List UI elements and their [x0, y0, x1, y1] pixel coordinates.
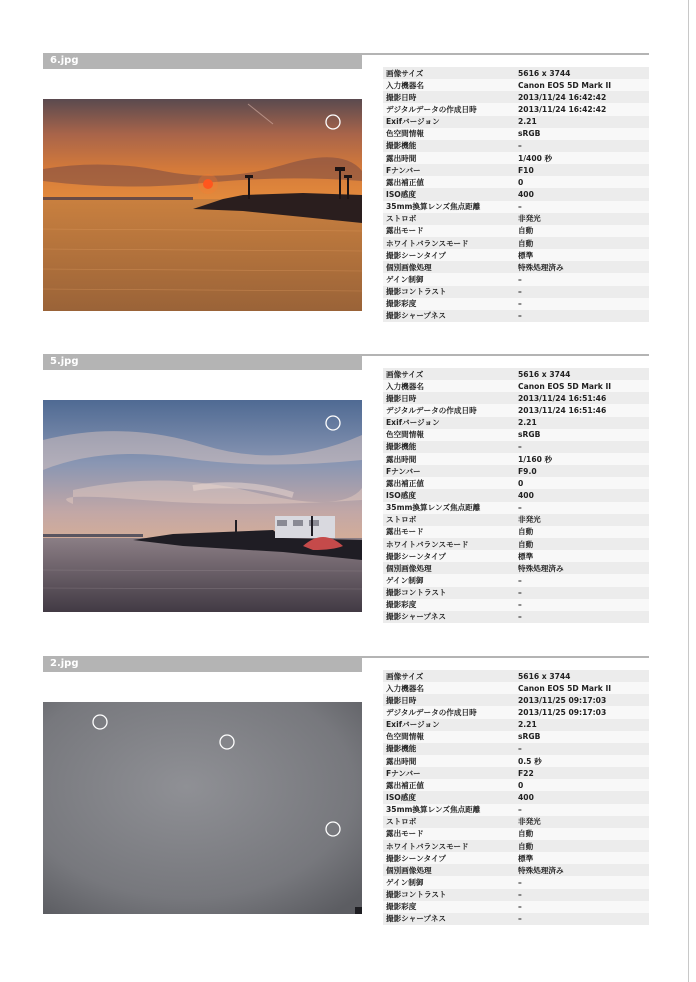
exif-value: 400: [518, 792, 534, 802]
exif-label: ISO感度: [386, 792, 416, 802]
table-row: [383, 767, 649, 779]
table-row: [383, 889, 649, 901]
exif-value: –: [518, 575, 522, 585]
exif-label: 色空間情報: [386, 129, 424, 139]
exif-label: 入力機器名: [386, 381, 424, 391]
exif-value: 自動: [518, 841, 534, 851]
table-row: [383, 706, 649, 718]
exif-label: デジタルデータの作成日時: [386, 405, 477, 415]
exif-label: ストロボ: [386, 214, 417, 224]
table-row: [383, 116, 649, 128]
table-row: [383, 502, 649, 514]
table-row: [383, 103, 649, 115]
table-row: [383, 152, 649, 164]
exif-value: –: [518, 877, 522, 887]
exif-value: –: [518, 503, 522, 513]
exif-value: 5616 x 3744: [518, 369, 571, 379]
exif-value: 400: [518, 490, 534, 500]
exif-value: 非発光: [518, 817, 541, 827]
exif-table: [383, 67, 649, 322]
exif-value: 特殊処理済み: [518, 262, 564, 272]
exif-label: Exifバージョン: [386, 117, 440, 127]
exif-label: ゲイン制御: [386, 575, 424, 585]
table-row: [383, 67, 649, 79]
exif-label: ストロボ: [386, 817, 417, 827]
table-row: [383, 213, 649, 225]
exif-value: 自動: [518, 238, 534, 248]
exif-value: sRGB: [518, 732, 541, 742]
exif-label: ゲイン制御: [386, 274, 424, 284]
table-row: [383, 852, 649, 864]
table-row: [383, 682, 649, 694]
exif-value: 自動: [518, 527, 534, 537]
photo-dusk-thumbnail[interactable]: [43, 400, 362, 612]
exif-label: 個別画像処理: [386, 865, 432, 875]
table-row: [383, 429, 649, 441]
table-row: [383, 611, 649, 623]
exif-label: 35mm換算レンズ焦点距離: [386, 202, 481, 212]
exif-value: 2.21: [518, 720, 537, 730]
exif-label: 撮影コントラスト: [386, 588, 447, 598]
exif-label: 露出補正値: [386, 478, 424, 488]
exif-label: 露出補正値: [386, 177, 424, 187]
exif-value: –: [518, 299, 522, 309]
exif-label: 撮影日時: [386, 92, 417, 102]
exif-value: –: [518, 287, 522, 297]
table-row: [383, 404, 649, 416]
exif-label: 35mm換算レンズ焦点距離: [386, 503, 481, 513]
exif-value: –: [518, 588, 522, 598]
exif-label: デジタルデータの作成日時: [386, 104, 477, 114]
exif-label: ISO感度: [386, 189, 416, 199]
exif-label: 露出時間: [386, 756, 417, 766]
exif-label: 撮影機能: [386, 141, 417, 151]
exif-value: –: [518, 442, 522, 452]
table-row: [383, 128, 649, 140]
exif-value: –: [518, 600, 522, 610]
table-row: [383, 91, 649, 103]
exif-value: –: [518, 141, 522, 151]
exif-value: 標準: [518, 250, 534, 260]
table-row: [383, 840, 649, 852]
exif-value: 0: [518, 177, 524, 187]
table-row: [383, 380, 649, 392]
table-row: [383, 453, 649, 465]
exif-value: –: [518, 890, 522, 900]
exif-label: 個別画像処理: [386, 262, 432, 272]
exif-value: 5616 x 3744: [518, 68, 571, 78]
exif-value: F22: [518, 768, 534, 778]
exif-label: ホワイトバランスモード: [386, 841, 469, 851]
table-row: [383, 538, 649, 550]
table-row: [383, 201, 649, 213]
table-row: [383, 441, 649, 453]
exif-label: 撮影日時: [386, 695, 417, 705]
table-row: [383, 791, 649, 803]
exif-value: –: [518, 311, 522, 321]
section-rule: [362, 656, 649, 658]
exif-value: 2.21: [518, 418, 537, 428]
table-row: [383, 876, 649, 888]
exif-label: 撮影彩度: [386, 299, 417, 309]
photo-section-1: [0, 53, 696, 343]
exif-label: 撮影シャープネス: [386, 612, 446, 622]
exif-label: 画像サイズ: [386, 369, 424, 379]
table-row: [383, 261, 649, 273]
exif-label: 露出モード: [386, 226, 424, 236]
table-row: [383, 550, 649, 562]
exif-value: sRGB: [518, 129, 541, 139]
table-row: [383, 694, 649, 706]
dusk-image: [43, 400, 362, 612]
exif-label: 35mm換算レンズ焦点距離: [386, 805, 481, 815]
table-row: [383, 514, 649, 526]
exif-value: Canon EOS 5D Mark II: [518, 381, 612, 391]
exif-label: 撮影コントラスト: [386, 287, 447, 297]
exif-value: 1/400 秒: [518, 153, 553, 163]
exif-value: 自動: [518, 539, 534, 549]
table-row: [383, 574, 649, 586]
section-title: 6.jpg: [43, 53, 362, 69]
exif-label: 露出時間: [386, 454, 417, 464]
exif-value: 0.5 秒: [518, 756, 542, 766]
exif-value: 特殊処理済み: [518, 865, 564, 875]
exif-label: ストロボ: [386, 515, 417, 525]
exif-value: 2.21: [518, 117, 537, 127]
exif-value: 2013/11/24 16:51:46: [518, 393, 607, 403]
exif-label: 撮影コントラスト: [386, 890, 447, 900]
exif-label: ISO感度: [386, 490, 416, 500]
exif-label: 入力機器名: [386, 80, 424, 90]
exif-value: 自動: [518, 226, 534, 236]
exif-label: デジタルデータの作成日時: [386, 707, 477, 717]
exif-label: 色空間情報: [386, 430, 424, 440]
exif-label: ゲイン制御: [386, 877, 424, 887]
table-row: [383, 188, 649, 200]
exif-value: F10: [518, 165, 534, 175]
exif-value: Canon EOS 5D Mark II: [518, 683, 612, 693]
section-title: 2.jpg: [43, 656, 362, 672]
exif-label: 色空間情報: [386, 732, 424, 742]
exif-label: 露出モード: [386, 829, 424, 839]
table-row: [383, 465, 649, 477]
table-row: [383, 901, 649, 913]
exif-table: [383, 670, 649, 925]
exif-label: 入力機器名: [386, 683, 424, 693]
exif-value: –: [518, 914, 522, 924]
exif-label: ホワイトバランスモード: [386, 238, 469, 248]
table-row: [383, 164, 649, 176]
exif-value: 400: [518, 189, 534, 199]
exif-label: 個別画像処理: [386, 563, 432, 573]
exif-label: 撮影日時: [386, 393, 417, 403]
table-row: [383, 237, 649, 249]
exif-label: 撮影彩度: [386, 600, 417, 610]
table-row: [383, 526, 649, 538]
table-row: [383, 249, 649, 261]
exif-label: Fナンバー: [386, 768, 421, 778]
exif-label: Exifバージョン: [386, 720, 440, 730]
exif-value: 非発光: [518, 214, 541, 224]
exif-value: 標準: [518, 853, 534, 863]
exif-value: 0: [518, 780, 524, 790]
exif-label: 撮影機能: [386, 442, 417, 452]
section-rule: [362, 53, 649, 55]
table-row: [383, 273, 649, 285]
exif-value: Canon EOS 5D Mark II: [518, 80, 612, 90]
exif-value: F9.0: [518, 466, 537, 476]
exif-label: 露出モード: [386, 527, 424, 537]
table-row: [383, 79, 649, 91]
exif-value: 2013/11/25 09:17:03: [518, 695, 607, 705]
exif-label: 撮影シャープネス: [386, 914, 446, 924]
table-row: [383, 755, 649, 767]
table-row: [383, 368, 649, 380]
exif-value: 2013/11/24 16:42:42: [518, 104, 607, 114]
exif-label: 撮影シーンタイプ: [386, 551, 446, 561]
table-row: [383, 417, 649, 429]
exif-label: Fナンバー: [386, 165, 421, 175]
exif-label: 撮影シャープネス: [386, 311, 446, 321]
table-row: [383, 140, 649, 152]
exif-label: 画像サイズ: [386, 671, 424, 681]
table-row: [383, 719, 649, 731]
section-title: 5.jpg: [43, 354, 362, 370]
exif-value: 標準: [518, 551, 534, 561]
exif-label: Exifバージョン: [386, 418, 440, 428]
table-row: [383, 477, 649, 489]
exif-value: 2013/11/25 09:17:03: [518, 707, 607, 717]
exif-value: –: [518, 274, 522, 284]
photo-sunset-thumbnail[interactable]: [43, 99, 362, 311]
table-row: [383, 731, 649, 743]
exif-value: –: [518, 805, 522, 815]
exif-value: 2013/11/24 16:42:42: [518, 92, 607, 102]
table-row: [383, 828, 649, 840]
table-row: [383, 489, 649, 501]
photo-gray-thumbnail[interactable]: [43, 702, 362, 914]
photo-section-3: [0, 656, 696, 946]
exif-value: –: [518, 202, 522, 212]
table-row: [383, 392, 649, 404]
table-row: [383, 310, 649, 322]
table-row: [383, 562, 649, 574]
exif-value: –: [518, 744, 522, 754]
exif-table: [383, 368, 649, 623]
photo-section-2: [0, 354, 696, 644]
exif-value: –: [518, 902, 522, 912]
exif-value: 自動: [518, 829, 534, 839]
table-row: [383, 587, 649, 599]
table-row: [383, 298, 649, 310]
table-row: [383, 176, 649, 188]
exif-value: 5616 x 3744: [518, 671, 571, 681]
exif-value: 0: [518, 478, 524, 488]
table-row: [383, 779, 649, 791]
exif-label: 撮影彩度: [386, 902, 417, 912]
table-row: [383, 913, 649, 925]
gray-sensor-image: [43, 702, 362, 914]
exif-label: ホワイトバランスモード: [386, 539, 469, 549]
sunset-image: [43, 99, 362, 311]
exif-value: 非発光: [518, 515, 541, 525]
table-row: [383, 743, 649, 755]
exif-value: sRGB: [518, 430, 541, 440]
table-row: [383, 286, 649, 298]
table-row: [383, 670, 649, 682]
table-row: [383, 816, 649, 828]
exif-value: 1/160 秒: [518, 454, 553, 464]
exif-value: 2013/11/24 16:51:46: [518, 405, 607, 415]
exif-value: 特殊処理済み: [518, 563, 564, 573]
table-row: [383, 804, 649, 816]
exif-label: Fナンバー: [386, 466, 421, 476]
section-rule: [362, 354, 649, 356]
exif-label: 撮影機能: [386, 744, 417, 754]
exif-value: –: [518, 612, 522, 622]
exif-label: 撮影シーンタイプ: [386, 853, 446, 863]
exif-label: 露出時間: [386, 153, 417, 163]
exif-label: 画像サイズ: [386, 68, 424, 78]
exif-label: 露出補正値: [386, 780, 424, 790]
table-row: [383, 599, 649, 611]
table-row: [383, 225, 649, 237]
table-row: [383, 864, 649, 876]
exif-label: 撮影シーンタイプ: [386, 250, 446, 260]
